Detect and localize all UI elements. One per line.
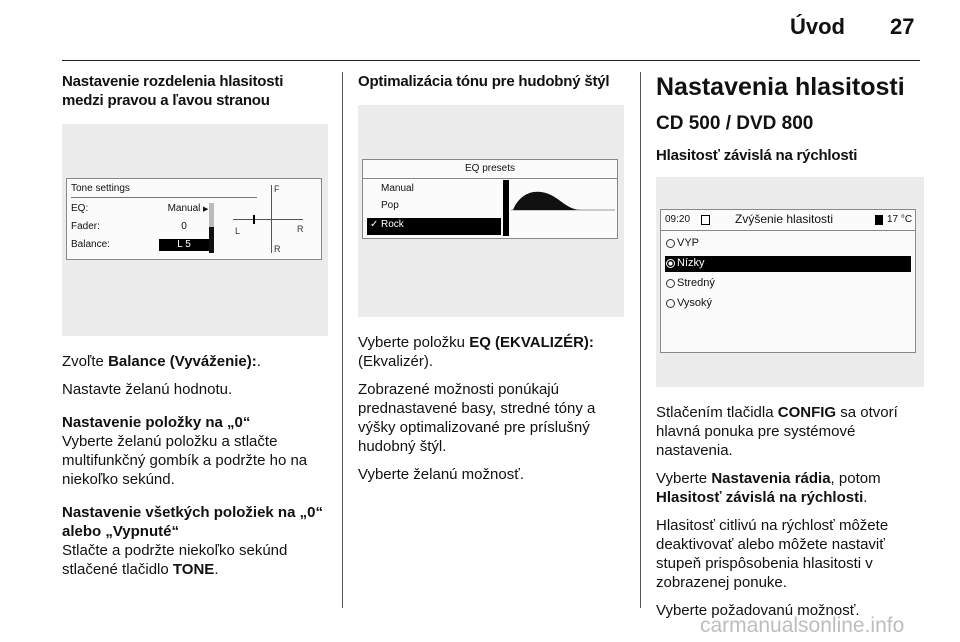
temperature: 17 °C [887,214,913,225]
reset-all-text-post: . [214,561,219,578]
deactivate-text: Hlasitosť citlivú na rýchlosť môžete deaktivovať alebo môžete nastaviť stupeň prispôsobenia hlasitosti v zobrazenej ponuke. [656,517,889,591]
speed-volume-screenshot [656,177,924,387]
menu-path-pre: Vyberte [656,470,712,487]
tone-settings-screenshot [62,124,328,336]
volume-option-low [665,256,911,272]
eq-option-pop [367,199,501,213]
balance-heading: Nastavenie rozdelenia hlasitosti medzi pravou a ľavou stranou [62,73,284,109]
eq-option-rock [367,218,501,235]
page-number: 27 [890,14,915,39]
header-rule [62,60,920,61]
screen-status-bar [661,210,915,231]
right-side-label: R [297,224,304,234]
clock-time: 09:20 [665,214,691,225]
balance-position-marker [253,215,255,224]
tone-button-label: TONE [172,561,215,578]
reset-all-heading: Nastavenie všetkých položiek na „0“ alebo „Vypnuté“ [62,504,323,540]
balance-cross-horizontal [233,219,303,220]
radio-icon [666,299,675,308]
select-balance-text [62,352,328,371]
volume-settings-heading: Nastavenia hlasitosti [656,73,905,101]
rear-label: R [274,244,281,254]
fader-value: 0 [181,221,187,232]
left-column [62,72,328,588]
fader-label: Fader: [71,221,100,232]
eq-value: Manual [167,203,201,214]
back-icon [701,215,710,225]
config-button-label: CONFIG [777,404,837,421]
eq-select-text: Vyberte želanú možnosť. [358,466,524,483]
checkmark-icon: ✓ [370,219,379,230]
radio-icon [666,239,675,248]
middle-column [358,72,624,493]
eq-curve-graphic [511,180,615,236]
select-eq-pre: Vyberte položku [358,334,470,351]
volume-option-off [665,236,911,252]
thermometer-icon [875,215,883,225]
column-divider-1 [342,72,343,608]
menu-path-post: . [863,489,868,506]
menu-path-mid: , potom [830,470,881,487]
eq-screen-title: EQ presets [464,163,516,174]
speed-volume-heading: Hlasitosť závislá na rýchlosti [656,147,858,164]
eq-option-manual [367,182,501,196]
select-eq-post: (Ekvalizér). [358,353,434,370]
radio-selected-icon [666,259,675,268]
reset-all-block [62,503,328,579]
right-column [656,72,924,629]
reset-item-block [62,413,328,489]
radio-icon [666,279,675,288]
tone-screen-title: Tone settings [71,183,130,194]
volume-option-off-label: VYP [677,237,700,249]
watermark: carmanualsonline.info [700,614,905,637]
eq-option-rock-label: Rock [381,219,404,230]
eq-option-manual-label: Manual [381,183,414,194]
submenu-arrow-icon: ▶ [203,206,209,213]
radio-settings-label: Nastavenia rádia [711,470,831,487]
set-value-text: Nastavte želanú hodnotu. [62,381,233,398]
page-header-title: Úvod [790,14,845,39]
balance-label: Balance: [71,239,110,250]
column-divider-2 [640,72,641,608]
choose-option-text: Vyberte požadovanú možnosť. [656,602,860,619]
select-eq-bold: EQ (EKVALIZÉR): [469,334,594,351]
tone-title-line [71,197,257,198]
volume-option-medium-label: Stredný [677,277,715,289]
eq-title-line [363,178,617,179]
menu-path-text [656,469,924,507]
eq-option-pop-label: Pop [381,200,399,211]
eq-label: EQ: [71,203,89,214]
eq-presets-screen [362,159,618,239]
speed-volume-screen [660,209,916,353]
select-balance-pre: Zvoľte [62,353,109,370]
front-label: F [274,184,280,194]
volume-option-high-label: Vysoký [677,297,713,309]
eq-presets-screenshot [358,105,624,317]
select-balance-post: . [256,353,261,370]
select-balance-bold: Balance (Vyváženie): [108,353,257,370]
config-text [656,403,924,460]
left-side-label: L [235,226,241,236]
speed-volume-label: Hlasitosť závislá na rýchlosti [656,489,864,506]
scrollbar-thumb [209,227,214,253]
reset-item-heading: Nastavenie položky na „0“ [62,414,251,431]
volume-option-medium [665,276,911,292]
reset-all-text-pre: Stlačte a podržte niekoľko sekúnd stlačené tlačidlo [62,542,288,578]
speed-volume-screen-title: Zvýšenie hlasitosti [735,212,834,226]
eq-description-text: Zobrazené možnosti ponúkajú prednastavené basy, stredné tóny a výšky optimalizované pre príslušný hudobný štýl. [358,381,596,455]
balance-value: L 5 [159,239,209,251]
eq-scrollbar [503,180,509,236]
tone-settings-screen [66,178,322,260]
config-text-post: sa otvorí hlavná ponuka pre systémové nastavenia. [656,404,898,459]
config-text-pre: Stlačením tlačidla [656,404,778,421]
reset-item-text: Vyberte želanú položku a stlačte multifunkčný gombík a podržte ho na niekoľko sekúnd. [62,433,308,488]
volume-option-high [665,296,911,312]
volume-option-low-label: Nízky [677,257,705,269]
select-eq-text [358,333,624,371]
model-heading: CD 500 / DVD 800 [656,113,814,134]
eq-heading: Optimalizácia tónu pre hudobný štýl [358,73,610,90]
